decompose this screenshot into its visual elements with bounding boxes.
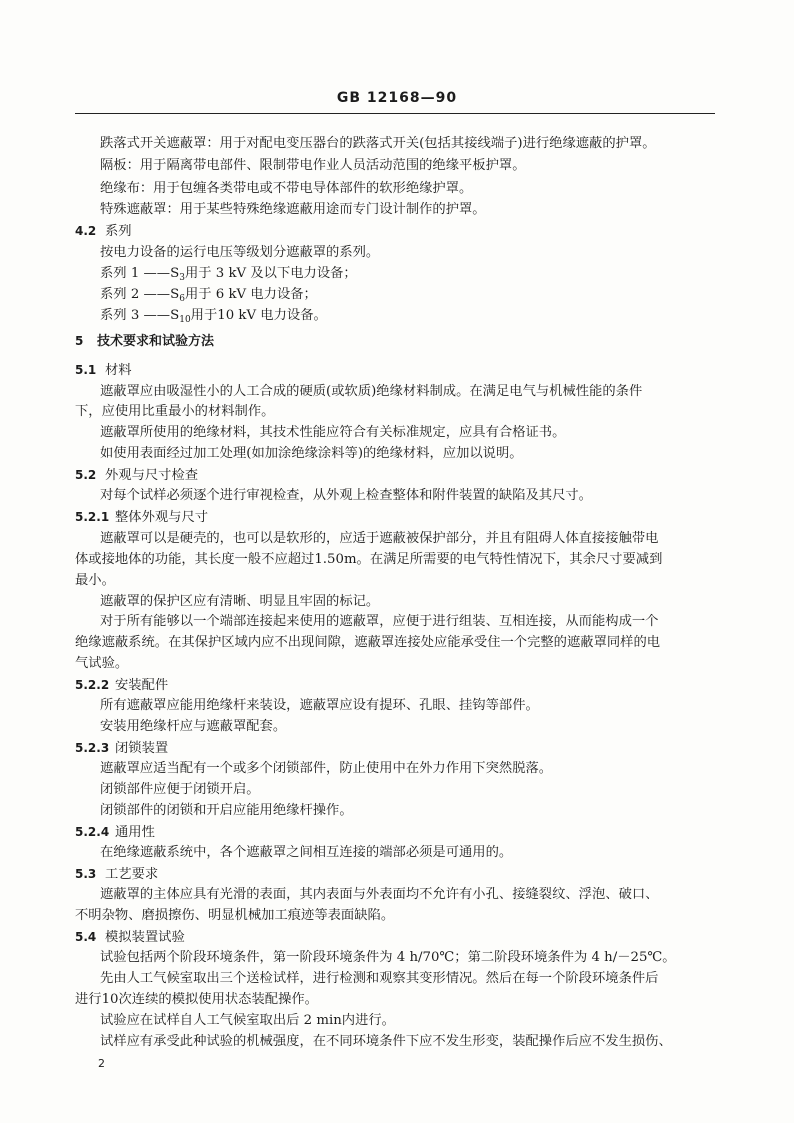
paragraph: 遮蔽罩可以是硬壳的，也可以是软形的，应适于遮蔽被保护部分，并且有阻碍人体直接接触带电 bbox=[100, 531, 659, 546]
paragraph: 绝缘遮蔽系统。在其保护区域内应不出现间隙，遮蔽罩连接处应能承受住一个完整的遮蔽罩同样的电 bbox=[75, 635, 661, 650]
page-number: 2 bbox=[98, 1057, 105, 1070]
series-item: 系列 1 $——S_3$用于 3 kV 及以下电力设备； bbox=[100, 266, 357, 283]
series-item: 系列 3 $——S_{10}$用于10 kV 电力设备。 bbox=[100, 308, 327, 325]
paragraph: 遮蔽罩的主体应具有光滑的表面，其内表面与外表面均不允许有小孔、接缝裂纹、浮泡、破口、 bbox=[100, 887, 659, 902]
section-heading: 5.2.2 安装配件 bbox=[75, 678, 169, 693]
paragraph: 试验包括两个阶段环境条件，第一阶段环境条件为 4 h/70℃；第二阶段环境条件为 4 h/－25℃。 bbox=[100, 950, 676, 965]
series-item: 系列 2 $——S_6$用于 6 kV 电力设备； bbox=[100, 287, 317, 304]
paragraph: 不明杂物、磨损擦伤、明显机械加工痕迹等表面缺陷。 bbox=[75, 908, 395, 923]
paragraph: 遮蔽罩的保护区应有清晰、明显且牢固的标记。 bbox=[100, 594, 380, 609]
section-heading: 5.2.4 通用性 bbox=[75, 825, 155, 840]
paragraph: 所有遮蔽罩应能用绝缘杆来装设，遮蔽罩应设有提环、孔眼、挂钩等部件。 bbox=[100, 698, 539, 713]
paragraph: 按电力设备的运行电压等级划分遮蔽罩的系列。 bbox=[100, 245, 380, 260]
paragraph: 遮蔽罩所使用的绝缘材料，其技术性能应符合有关标准规定，应具有合格证书。 bbox=[100, 425, 566, 440]
paragraph: 如使用表面经过加工处理(如加涂绝缘涂料等)的绝缘材料，应加以说明。 bbox=[100, 446, 523, 461]
paragraph: 遮蔽罩应适当配有一个或多个闭锁部件，防止使用中在外力作用下突然脱落。 bbox=[100, 761, 553, 776]
paragraph: 闭锁部件的闭锁和开启应能用绝缘杆操作。 bbox=[100, 803, 353, 818]
header-rule bbox=[75, 113, 715, 114]
paragraph: 进行10次连续的模拟使用状态装配操作。 bbox=[75, 992, 318, 1007]
paragraph: 跌落式开关遮蔽罩：用于对配电变压器台的跌落式开关(包括其接线端子)进行绝缘遮蔽的护罩。 bbox=[100, 136, 656, 151]
paragraph: 试验应在试样自人工气候室取出后 2 min内进行。 bbox=[100, 1013, 395, 1028]
paragraph: 闭锁部件应便于闭锁开启。 bbox=[100, 782, 260, 797]
paragraph: 隔板：用于隔离带电部件、限制带电作业人员活动范围的绝缘平板护罩。 bbox=[100, 158, 526, 173]
paragraph: 对每个试样必须逐个进行审视检查，从外观上检查整体和附件装置的缺陷及其尺寸。 bbox=[100, 488, 592, 503]
paragraph: 最小。 bbox=[75, 573, 115, 588]
section-heading: 5.1 材料 bbox=[75, 363, 132, 378]
section-heading: 4.2 系列 bbox=[75, 224, 132, 239]
paragraph: 体或接地体的功能，其长度一般不应超过1.50m。在满足所需要的电气特性情况下，其余尺寸要减到 bbox=[75, 552, 663, 567]
paragraph: 先由人工气候室取出三个送检试样，进行检测和观察其变形情况。然后在每一个阶段环境条件后 bbox=[100, 971, 659, 986]
paragraph: 特殊遮蔽罩：用于某些特殊绝缘遮蔽用途而专门设计制作的护罩。 bbox=[100, 202, 486, 217]
paragraph: 下，应使用比重最小的材料制作。 bbox=[75, 404, 275, 419]
paragraph: 安装用绝缘杆应与遮蔽罩配套。 bbox=[100, 719, 287, 734]
paragraph: 试样应有承受此种试验的机械强度，在不同环境条件下应不发生形变，装配操作后应不发生损伤、 bbox=[100, 1034, 672, 1049]
section-heading: 5.2.1 整体外观与尺寸 bbox=[75, 510, 209, 525]
section-heading: 5.3 工艺要求 bbox=[75, 867, 159, 882]
paragraph: 气试验。 bbox=[75, 656, 129, 671]
paragraph: 在绝缘遮蔽系统中，各个遮蔽罩之间相互连接的端部必须是可通用的。 bbox=[100, 845, 513, 860]
paragraph: 绝缘布：用于包缠各类带电或不带电导体部件的软形绝缘护罩。 bbox=[100, 181, 473, 196]
section-heading: 5.2 外观与尺寸检查 bbox=[75, 468, 199, 483]
section-heading: 5.4 模拟装置试验 bbox=[75, 930, 185, 945]
paragraph: 遮蔽罩应由吸湿性小的人工合成的硬质(或软质)绝缘材料制成。在满足电气与机械性能的条件 bbox=[100, 384, 643, 399]
section-heading: 5 技术要求和试验方法 bbox=[75, 334, 215, 349]
paragraph: 对于所有能够以一个端部连接起来使用的遮蔽罩，应便于进行组装、互相连接，从而能构成一个 bbox=[100, 614, 659, 629]
page-header: GB 12168—90 bbox=[336, 90, 458, 106]
section-heading: 5.2.3 闭锁装置 bbox=[75, 741, 169, 756]
